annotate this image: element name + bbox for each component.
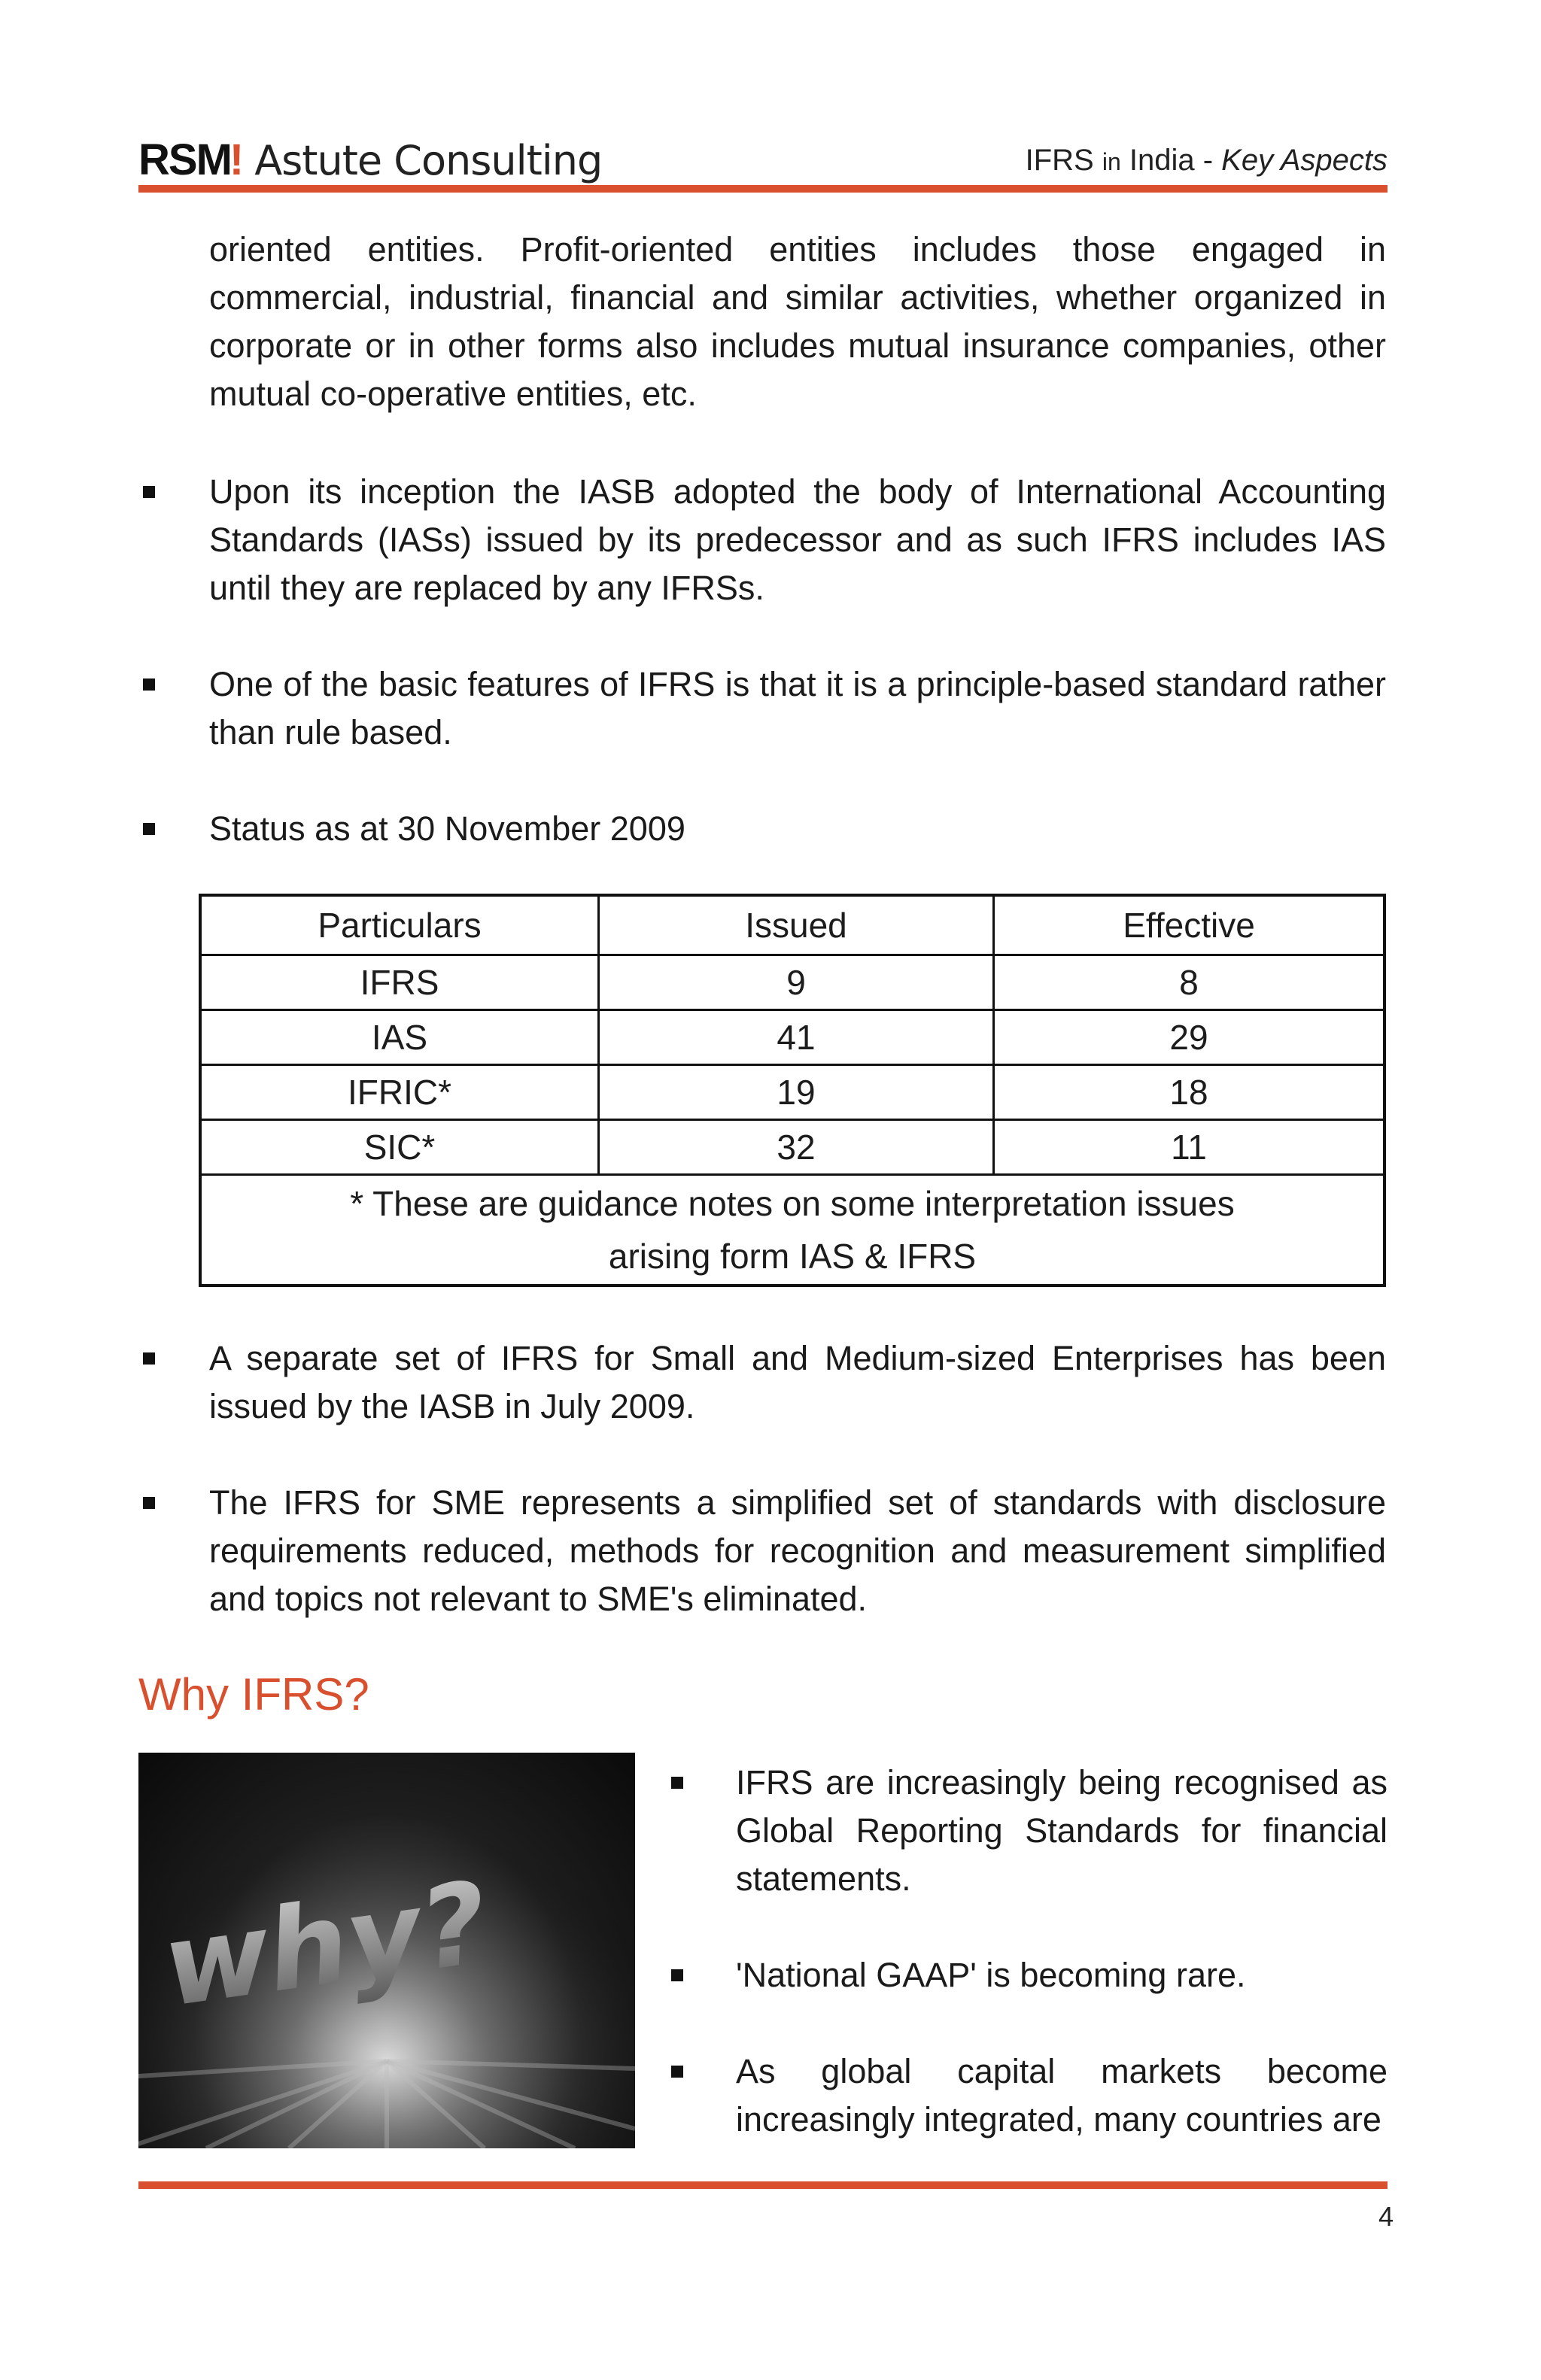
table-cell: 29: [994, 1010, 1385, 1065]
status-table: [199, 894, 1386, 1287]
table-row: [200, 1120, 1384, 1175]
list-item: [736, 1951, 1388, 1999]
bullet-square-icon: [671, 2066, 683, 2078]
title-india: India -: [1129, 144, 1214, 177]
list-item: [209, 1479, 1386, 1623]
table-cell: 9: [599, 955, 994, 1010]
list-item-text: IFRS are increasingly being recognised as Global Reporting Standards for financial statements.: [736, 1763, 1388, 1898]
table-cell: 41: [599, 1010, 994, 1065]
list-item: [736, 1759, 1388, 1903]
bullet-square-icon: [143, 1352, 155, 1365]
table-row: [200, 955, 1384, 1010]
list-item: [209, 1334, 1386, 1431]
table-note-line: * These are guidance notes on some interpretation issues: [350, 1184, 1235, 1223]
bullet-square-icon: [143, 823, 155, 835]
table-header-cell: Issued: [599, 895, 994, 955]
table-header-cell: Effective: [994, 895, 1385, 955]
table-cell: 19: [599, 1065, 994, 1120]
table-note: [200, 1175, 1384, 1286]
table-header-cell: Particulars: [200, 895, 599, 955]
table-cell: 32: [599, 1120, 994, 1175]
table-cell: IFRS: [200, 955, 599, 1010]
table-header-row: [200, 895, 1384, 955]
title-in: in: [1102, 148, 1121, 175]
brand-logo: [138, 135, 603, 184]
section-heading: Why IFRS?: [138, 1669, 369, 1720]
table-row: [200, 1010, 1384, 1065]
list-item-text: One of the basic features of IFRS is that it is a principle-based standard rather than rule based.: [209, 665, 1386, 751]
bullet-square-icon: [143, 486, 155, 498]
footer-rule: [138, 2181, 1388, 2189]
list-item-text: Status as at 30 November 2009: [209, 809, 685, 848]
brand-name: Astute Consulting: [254, 137, 603, 184]
table-note-row: [200, 1175, 1384, 1286]
why-illustration-graphic: [138, 1753, 635, 2148]
table-note-line: arising form IAS & IFRS: [608, 1237, 977, 1276]
why-illustration-image: [138, 1753, 635, 2148]
list-item: [736, 2048, 1388, 2144]
list-item: [209, 660, 1386, 757]
bullet-square-icon: [143, 678, 155, 691]
why-image-text: why?: [163, 1855, 489, 2034]
table-cell: 11: [994, 1120, 1385, 1175]
bullet-square-icon: [143, 1497, 155, 1509]
bullet-square-icon: [671, 1777, 683, 1789]
intro-paragraph: oriented entities. Profit-oriented entities includes those engaged in commercial, industrial, financial and similar activities, whether organized in corporate or in other forms also includes mutual insurance companies, other mutual co-operative entities, etc.: [209, 230, 1386, 413]
page-header: [138, 128, 1388, 182]
table-cell: IFRIC*: [200, 1065, 599, 1120]
table-cell: SIC*: [200, 1120, 599, 1175]
list-item-text: As global capital markets become increasingly integrated, many countries are: [736, 2052, 1388, 2139]
title-key-aspects: Key Aspects: [1221, 144, 1388, 177]
list-item-text: A separate set of IFRS for Small and Medium-sized Enterprises has been issued by the IASB in July 2009.: [209, 1339, 1386, 1425]
title-ifrs: IFRS: [1025, 144, 1094, 177]
header-rule: [138, 185, 1388, 193]
page-number: 4: [1378, 2201, 1394, 2232]
table-cell: 8: [994, 955, 1385, 1010]
list-item-text: Upon its inception the IASB adopted the body of International Accounting Standards (IASs) issued by its predecessor and as such IFRS includes IAS until they are replaced by any IFRSs.: [209, 472, 1386, 607]
document-title: [1026, 144, 1388, 178]
list-item: [209, 468, 1386, 612]
list-item-text: 'National GAAP' is becoming rare.: [736, 1956, 1246, 1994]
brand-exclamation: !: [229, 135, 245, 184]
bullet-square-icon: [671, 1969, 683, 1981]
list-item-text: The IFRS for SME represents a simplified set of standards with disclosure requirements reduced, methods for recognition and measurement simplified and topics not relevant to SME's eliminated.: [209, 1483, 1386, 1618]
list-item: [209, 805, 1386, 853]
table-cell: 18: [994, 1065, 1385, 1120]
table-row: [200, 1065, 1384, 1120]
brand-rsm: RSM: [138, 135, 231, 184]
table-cell: IAS: [200, 1010, 599, 1065]
